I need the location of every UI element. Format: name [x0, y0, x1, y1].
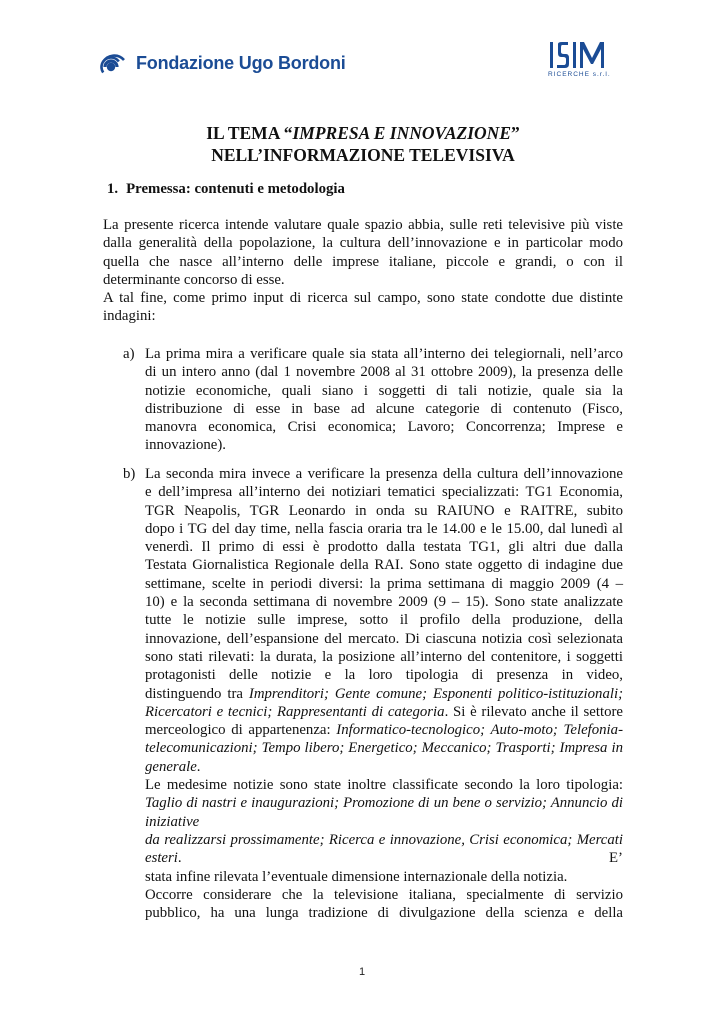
intro-paragraph: [103, 216, 623, 326]
text-line: Le medesime notizie sono state inoltre classificate secondo la loro tipologia:: [145, 777, 623, 794]
text-line: A tal fine, come primo input di ricerca sul campo, sono state condotte due distinte: [103, 290, 623, 307]
text-line: distribuzione di esse in base ad alcune categorie di contenuto (Fisco,: [145, 400, 623, 417]
text-line: merceologico di appartenenza: Informatico-tecnologico; Auto-moto; Telefonia-: [145, 722, 623, 739]
text-line: stata infine rilevata l’eventuale dimensione internazionale della notizia.: [145, 868, 568, 885]
isim-logo-subtitle: RICERCHE s.r.l.: [548, 71, 611, 78]
isim-ricerche-logo: [548, 40, 611, 78]
text-line: La presente ricerca intende valutare quale spazio abbia, sulle reti televisive più viste: [103, 217, 623, 233]
text-line: indagini:: [103, 308, 156, 325]
list-item-a: [123, 345, 623, 455]
fub-logo-text: Fondazione Ugo Bordoni: [136, 52, 346, 73]
section-heading: [107, 181, 345, 198]
fondazione-ugo-bordoni-logo: [100, 48, 346, 78]
text-line: determinante concorso di esse.: [103, 271, 285, 288]
text-line: Occorre considerare che la televisione italiana, specialmente di servizio: [145, 886, 623, 903]
text-line: 10) e la seconda settimana di novembre 2009 (9 – 15). Sono state analizzate: [145, 594, 623, 611]
text-line: e dell’impresa all’interno dei notiziari tematici specializzati: TG1 Economia,: [145, 484, 623, 501]
section-number: 1.: [107, 181, 119, 197]
text-line: innovazione).: [145, 437, 226, 454]
text-line: notizie economiche, quali siano i soggetti di tali notizie, quale sia la: [145, 382, 623, 399]
text-line: innovazione, dell’espansione del mercato. Di ciascuna notizia così selezionata: [145, 630, 623, 647]
list-label: a): [123, 346, 135, 362]
text-line: dalla generalità della popolazione, la cultura dell’innovazione e in particolar modo: [103, 235, 623, 252]
text-line: sono stati rilevati: la durata, la posizione all’interno del contenitore, i soggetti: [145, 648, 623, 665]
text-line: Ricercatori e tecnici; Rappresentanti di categoria. Si è rilevato anche il settore: [145, 703, 623, 720]
text-line: distinguendo tra Imprenditori; Gente comune; Esponenti politico-istituzionali;: [145, 685, 623, 702]
title-line-2: NELL’INFORMAZIONE TELEVISIVA: [211, 145, 515, 165]
text-line: protagonisti delle notizie e la loro tipologia di presenza in video,: [145, 667, 623, 684]
list-label: b): [123, 466, 136, 482]
text-line: settimane, scelte in periodi diversi: la prima settimana di maggio 2009 (4 –: [145, 575, 623, 592]
text-line: quella che nasce all’interno delle imprese italiane, piccole e grandi, o con il: [103, 253, 623, 270]
text-line: Taglio di nastri e inaugurazioni; Promozione di un bene o servizio; Annuncio di iniziative: [145, 795, 623, 830]
text-line: telecomunicazioni; Tempo libero; Energetico; Meccanico; Trasporti; Impresa in generale.: [145, 740, 623, 775]
text-line: tutte le notizie sulle imprese, sotto il profilo della produzione, della: [145, 612, 623, 629]
text-line: TGR Neapolis, TGR Leonardo in onda su RAIUNO e RAITRE, subito: [145, 502, 623, 519]
text-line: Testata Giornalistica Regionale della RAI. Sono state oggetto di indagine due: [145, 557, 623, 574]
text-line: La prima mira a verificare quale sia stata all’interno dei telegiornali, nell’arco: [145, 346, 623, 362]
text-line: manovra economica, Crisi economica; Lavoro; Concorrenza; Imprese e: [145, 419, 623, 436]
title-line-1: IL TEMA “IMPRESA E INNOVAZIONE”: [206, 123, 520, 143]
text-line: di un intero anno (dal 1 novembre 2008 al 31 ottobre 2009), la presenza delle: [145, 364, 623, 381]
isim-logo-mark-icon: [548, 40, 608, 70]
text-line: venerdì. Il primo di essi è prodotto dalla testata TG1, gli altri due dalla: [145, 539, 623, 556]
text-line: da realizzarsi prossimamente; Ricerca e innovazione, Crisi economica; Mercati esteri. E’: [145, 831, 623, 867]
page-number: 1: [358, 966, 366, 978]
fub-signal-icon: [100, 48, 130, 78]
list-item-b: [123, 465, 623, 922]
text-line: dopo i TG del day time, nella fascia oraria tra le 14.00 e le 15.00, dal lunedì al: [145, 520, 623, 537]
text-line: pubblico, ha una lunga tradizione di divulgazione della scienza e della: [145, 905, 623, 922]
document-title: [100, 122, 626, 166]
section-title: Premessa: contenuti e metodologia: [126, 181, 345, 197]
text-line: La seconda mira invece a verificare la presenza della cultura dell’innovazione: [145, 466, 623, 482]
